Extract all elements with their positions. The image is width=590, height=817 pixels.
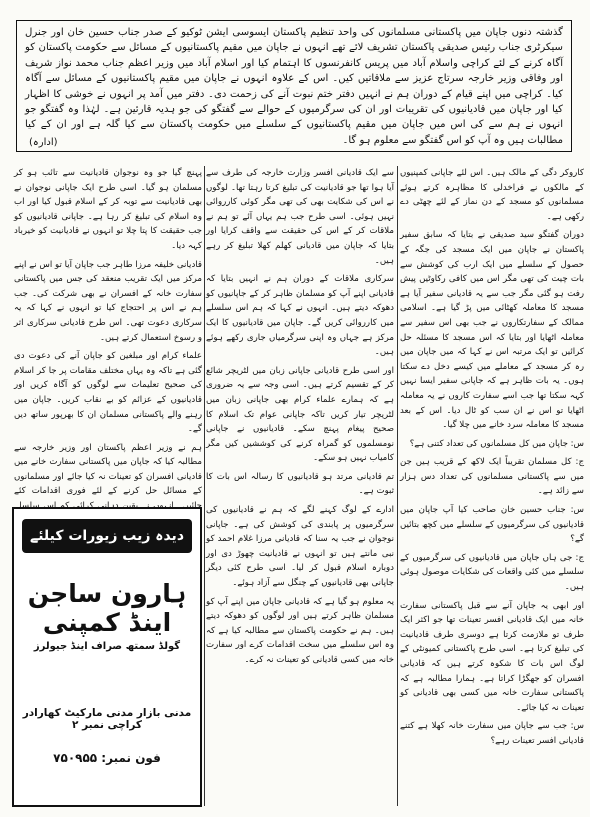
advert-address: مدنی بازار مدنی مارکیٹ کھارادر کراچی نمبر ۲ <box>22 707 192 731</box>
column-divider <box>204 166 205 806</box>
paragraph: ہم نے وزیر اعظم پاکستان اور وزیر خارجہ سے مطالبہ کیا کہ جاپان میں پاکستانی سفارت خانے میں قادیانی افسران کو تعینات نہ کیا جائے اور مسلمانوں کے مسائل حل کرنے کے لئے فوری اقدامات کئے <box>14 442 202 497</box>
paragraph: دوران گفتگو سید صدیقی نے بتایا کہ سابق سفیر پاکستان نے جاپان میں ایک مسجد کی جگہ کے حصول کے سلسلے میں ایک ارب کی کوشش سے بات چیت کی تھی مگر اس میں کافی رکاوٹیں پیش رفت ہو گئی مگر جب سے یہ قادیانی سفیر آیا ہے مسجد کا معاملہ کھٹائی میں پڑ گیا ہے۔ اسلامی ممالک کے سفارتکاروں نے جب بھی اس سفیر سے معاملہ اٹھایا اور بتایا کہ اس مسجد کا مسئلہ حل کرائیں تو ایک مرتبہ اس نے کہا کہ میں جاپان میں رہ کر مسجد کے معاملے میں کیسے دخل دے سکتا ہوں۔ یہ بات ظاہر ہے کہ جاپانی سفیر ایسا نہیں کہہ سکتا تھا جب اسے سفارت کاروں نے یہ معاملہ اٹھایا تو اس نے ان سب کو ٹال دیا۔ اس کے بعد مسجد کا معاملہ سرد خانے میں چلا گیا۔ <box>400 230 584 431</box>
column-divider <box>397 166 398 806</box>
paragraph: ادارے کے لوگ کہنے لگے کہ ہم نے قادیانیوں کی سرگرمیوں پر پابندی کی کوشش کی ہے۔ جاپانی نوجوان نے جب یہ سنا کہ قادیانی مرزا غلام احمد کو نبی مانتے ہیں تو انہوں نے قادیانیت چھوڑ دی اور دوبارہ اسلام قبول کر لیا۔ اسی طرح کئی دیگر جاپانی بھی قادیانیوں کے چنگل سے آزاد ہوئے۔ <box>206 505 394 589</box>
paragraph: یہ معلوم ہو گیا ہے کہ قادیانی جاپان میں اپنے آپ کو مسلمان ظاہر کرتے ہیں اور لوگوں کو دھوکہ دیتے ہیں۔ ہم نے حکومت پاکستان سے مطالبہ کیا ہے کہ وہ اس سلسلے میں سخت اقدامات کرے اور سفارت خانہ میں کسی قادیانی کو تعینات نہ کرے۔ <box>206 596 394 665</box>
question: س: جناب حسین خان صاحب کیا آپ جاپان میں قادیانیوں کی سرگرمیوں کے سلسلے میں کچھ بتائیں گے؟ <box>400 505 584 545</box>
paragraph: سے ایک قادیانی افسر وزارت خارجہ کی طرف سے آیا ہوا تھا جو قادیانیت کی تبلیغ کرتا رہتا تھا۔ لوگوں نے اس کی شکایت بھی کی تھی مگر کوئی کارروائی نہیں ہوئی۔ اسی طرح جب ہم یہاں آئے تو ہم نے ملاقات کر کے اس کی حقیقت سے واقف کرایا اور بتایا کہ جاپان میں قادیانی کھلم کھلا تبلیغ کر رہے ہیں۔ <box>206 168 394 266</box>
answer: ج: کل مسلمان تقریباً ایک لاکھ کے قریب ہیں جن میں سے پاکستانی مسلمانوں کی تعداد دس ہزار سے زائد ہے۔ <box>400 457 584 497</box>
intro-text: گذشتہ دنوں جاپان میں پاکستانی مسلمانوں کی واحد تنظیم پاکستان ایسوسی ایشن ٹوکیو کے صدر جناب حسین خان اور جنرل سیکرٹری جناب رئیس صدیقی پاکستان تشریف لائے تھے انہوں نے جاپان میں مقیم پاکستانیوں کے مسائل سے حکومت پاکستان کو آگاہ کرنے کے لئے کراچی واسلام آباد میں پریس کانفرنسوں کا اہتمام کیا اور اسلام آباد میں وزیر اعظم جناب محمد نواز شریف اور وفاقی وزیر خارجہ سرتاج عزیز سے ملاقاتیں کیں۔ اس کے علاوہ انہوں نے جاپان میں مقیم پاکستانیوں کے مسائل سے آگاہ کیا۔ کراچی میں اپنے قیام کے دوران ہم نے انہیں دفتر ختم نبوت آنے کی زحمت دی۔ دفتر میں آمد پر انہوں نے خوشی کا اظہار کیا اور جاپان میں قادیانیوں کی تقریبات اور ان کی سرگرمیوں کے حوالے سے گفتگو کی جو ہدیہ قارئین ہے۔ لہٰذا وہ گفتگو جو انہوں نے ہم سے کی اس میں جاپان میں مقیم پاکستانیوں کے سلسلے میں حکومت پاکستان سے کیا گلہ ہے اور ان کے کیا مطالبات ہیں وہ آپ کو اس گفتگو سے معلوم ہو گا۔ <box>25 27 563 146</box>
paragraph: علماء کرام اور مبلغین کو جاپان آنے کی دعوت دی گئی ہے تاکہ وہ یہاں مختلف مقامات پر جا کر اسلام کی صحیح تعلیمات سے لوگوں کو آگاہ کریں اور قادیانیوں کے عزائم کو بے نقاب کریں۔ جاپان میں رہنے والے پاکستانی مسلمان ان کا بھرپور ساتھ دیں گے۔ <box>14 351 202 435</box>
advert-subtitle: گولڈ سمتھ صراف اینڈ جیولرز <box>33 641 181 652</box>
intro-box <box>16 20 572 152</box>
paragraph: سرکاری ملاقات کے دوران ہم نے انہیں بتایا کہ قادیانی اپنے آپ کو مسلمان ظاہر کر کے جاپانیوں کو دھوکہ دیتے ہیں۔ انہوں نے کہا کہ ہم اس سلسلے میں کارروائی کریں گے۔ جاپان میں قادیانیوں کا ایک مرکز ہے جہاں وہ اپنی سرگرمیاں جاری رکھے ہوئے ہیں۔ <box>206 274 394 358</box>
question: س: جاپان میں کل مسلمانوں کی تعداد کتنی ہے؟ <box>409 438 584 449</box>
advert-phone: فون نمبر: ۷۵۰۹۵۵ <box>53 751 161 765</box>
paragraph: تم قادیانی مرتد ہو قادیانیوں کا رسالہ اس بات کا ثبوت ہے۔ <box>206 471 394 497</box>
paragraph: اور ابھی یہ جاپان آنے سے قبل پاکستانی سفارت خانہ میں ایک قادیانی افسر تعینات تھا جو اکثر ایک طرف تو ملازمت کرتا ہے دوسری طرف قادیانیت کی تبلیغ کرتا ہے۔ اسی طرح پاکستانی کمیونٹی کے لوگ اس بات کا شکوہ کرتے ہیں کہ قادیانی افسران کو جھگڑا کراتا ہے۔ ہمارا مطالبہ ہے کہ پاکستانی سفارت خانہ میں کسی بھی قادیانی کو تعینات نہ کیا جائے۔ <box>400 600 584 713</box>
paragraph: قادیانی خلیفہ مرزا طاہر جب جاپان آیا تو اس نے اپنے مرکز میں ایک تقریب منعقد کی جس میں پاکستانی سفارت خانہ کے افسران نے بھی شرکت کی۔ جب ہم نے اس پر احتجاج کیا تو انہوں نے کہا کہ یہ سرکاری دعوت تھی۔ اس طرح قادیانی سرکاری اثر و رسوخ استعمال کرتے ہیں۔ <box>14 259 202 343</box>
column-right <box>400 166 584 806</box>
paragraph: کاروکر دگی کے مالک ہیں۔ اس لئے جاپانی کمپنیوں کے مالکوں نے فراخدلی کا مظاہرہ کرتے ہوئے مسلمانوں کو مسجد کے دن نماز کے لئے چھٹی دے رکھی ہے۔ <box>400 168 584 222</box>
column-middle <box>206 166 394 806</box>
jeweller-advert <box>12 507 202 807</box>
paragraph: اور اسی طرح قادیانی جاپانی زبان میں لٹریچر شائع کر کے تقسیم کرتے ہیں۔ اسی وجہ سے یہ ضروری ہے کہ ہمارے علماء کرام بھی جاپانی زبان میں لٹریچر تیار کریں تاکہ جاپانی عوام تک اسلام کا صحیح پیغام پہنچ سکے۔ قادیانیوں نے جاپانی نومسلموں کو گمراہ کرنے کی کوششیں کیں مگر کامیاب نہیں ہو سکے۔ <box>206 365 394 464</box>
paragraph: پہنچ گیا جو وہ نوجوان قادیانیت سے تائب ہو کر مسلمان ہو گیا۔ اسی طرح ایک جاپانی نوجوان نے بھی قادیانیت سے توبہ کر کے اسلام قبول کیا اور اب وہ اسلام کی تبلیغ کر رہا ہے۔ جاپانی قادیانیوں کو جب حقیقت کا پتا چلا تو انہوں نے قادیانیت کو خیرباد کہہ دیا۔ <box>14 168 202 251</box>
answer: ج: جی ہاں جاپان میں قادیانیوں کی سرگرمیوں کے سلسلے میں کئی واقعات کی شکایات موصول ہوئی ہیں۔ <box>400 552 584 593</box>
advert-company-name: ہارون ساجن اینڈ کمپنی <box>27 579 187 637</box>
question: س: جب سے جاپان میں سفارت خانہ کھلا ہے کتنے قادیانی افسر تعینات رہے؟ <box>400 721 584 746</box>
intro-byline: (ادارہ) <box>29 137 58 148</box>
advert-banner: دیدہ زیب زیورات کیلئے تشریف لائیے <box>22 519 192 553</box>
column-left <box>14 166 202 503</box>
